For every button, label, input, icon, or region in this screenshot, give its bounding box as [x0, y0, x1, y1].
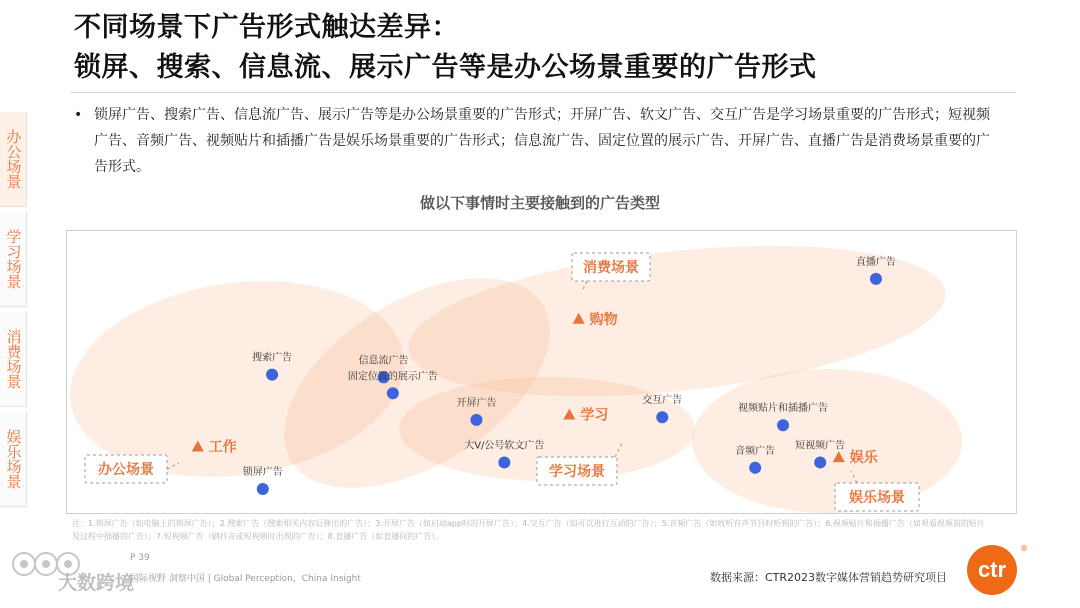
chart-frame	[66, 230, 1017, 514]
ad-point-label-2: 固定位置的展示广告	[347, 371, 438, 383]
page-title	[74, 8, 817, 88]
scene-marker-label-0: 工作	[208, 439, 237, 456]
scene-marker-label-1: 学习	[580, 407, 609, 424]
ad-point-label-10: 音频广告	[735, 445, 776, 457]
ad-point-label-3: 锁屏广告	[242, 467, 283, 479]
page-title-line2: 锁屏、搜索、信息流、展示广告等是办公场景重要的广告形式	[74, 52, 817, 83]
ad-point-label-5: 大V/公号软文广告	[464, 440, 545, 452]
bullet-dot: •	[74, 107, 83, 123]
page-number: P 39	[130, 553, 150, 563]
ad-point-5	[498, 456, 510, 468]
scene-tag-label-3: 娱乐场景	[849, 490, 905, 506]
ad-point-10	[749, 462, 761, 474]
scatter-chart	[67, 231, 1016, 513]
ad-point-label-0: 搜索广告	[252, 352, 293, 364]
scene-tag-label-2: 办公场景	[98, 462, 154, 478]
ad-point-label-9: 短视频广告	[795, 440, 846, 452]
logo-registered-mark: ®	[1020, 544, 1028, 553]
ad-point-8	[777, 419, 789, 431]
page-title-line1: 不同场景下广告形式触达差异：	[74, 12, 459, 43]
ad-point-label-8: 视频贴片和插播广告	[738, 403, 829, 415]
ctr-logo: ctr	[967, 545, 1017, 595]
chart-title: 做以下事情时主要接触到的广告类型	[419, 194, 660, 212]
sidebar-tab-consumption[interactable]: 消费场景	[0, 312, 27, 407]
ad-point-0	[266, 369, 278, 381]
sidebar-tab-entertainment[interactable]: 娱乐场景	[0, 412, 27, 507]
ad-point-3	[257, 483, 269, 495]
scene-tag-label-1: 学习场景	[549, 464, 605, 480]
watermark-text: 大数跨境	[58, 572, 135, 594]
sidebar	[0, 112, 27, 512]
sidebar-tab-office[interactable]: 办公场景	[0, 112, 27, 207]
ad-point-label-4: 开屏广告	[456, 397, 497, 409]
scene-marker-label-2: 购物	[589, 311, 618, 328]
title-divider	[70, 92, 1016, 93]
ad-point-label-7: 直播广告	[855, 256, 896, 268]
ad-point-label-6: 交互广告	[642, 395, 683, 407]
scene-tag-label-0: 消费场景	[583, 260, 639, 276]
ad-point-7	[870, 273, 882, 285]
footnote: 注：1.锁屏广告（如电脑上的锁屏广告）；2.搜索广告（搜索相关内容后弹出的广告）；3.开屏广告（如启动app时的开屏广告）；4.交互广告（如可以进行互动的广告）；5.音频广告（如收听有声节目时听到的广告）；6.视频贴片和插播广告（如观看视频前的贴片及过程中插播的广告）；7.短视频广告（刷抖音或短视频时出现的广告）；8.直播广告（如直播间的广告）。	[72, 519, 985, 541]
ad-point-2	[387, 387, 399, 399]
ad-point-6	[656, 411, 668, 423]
footer-slogan: 国际视野 洞察中国 | Global Perception，China Insight	[130, 574, 361, 584]
ad-point-label-1: 信息流广告	[358, 355, 409, 367]
summary-text: 锁屏广告、搜索广告、信息流广告、展示广告等是办公场景重要的广告形式；开屏广告、软文广告、交互广告是学习场景重要的广告形式；短视频广告、音频广告、视频贴片和插播广告是娱乐场景重要的广告形式；信息流广告、固定位置的展示广告、开屏广告、直播广告是消费场景重要的广告形式。	[94, 107, 990, 175]
data-source: 数据来源：CTR2023数字媒体营销趋势研究项目	[710, 571, 948, 584]
scene-marker-label-3: 娱乐	[849, 450, 878, 467]
ad-point-4	[470, 414, 482, 426]
sidebar-tab-study[interactable]: 学习场景	[0, 212, 27, 307]
ad-point-9	[814, 456, 826, 468]
